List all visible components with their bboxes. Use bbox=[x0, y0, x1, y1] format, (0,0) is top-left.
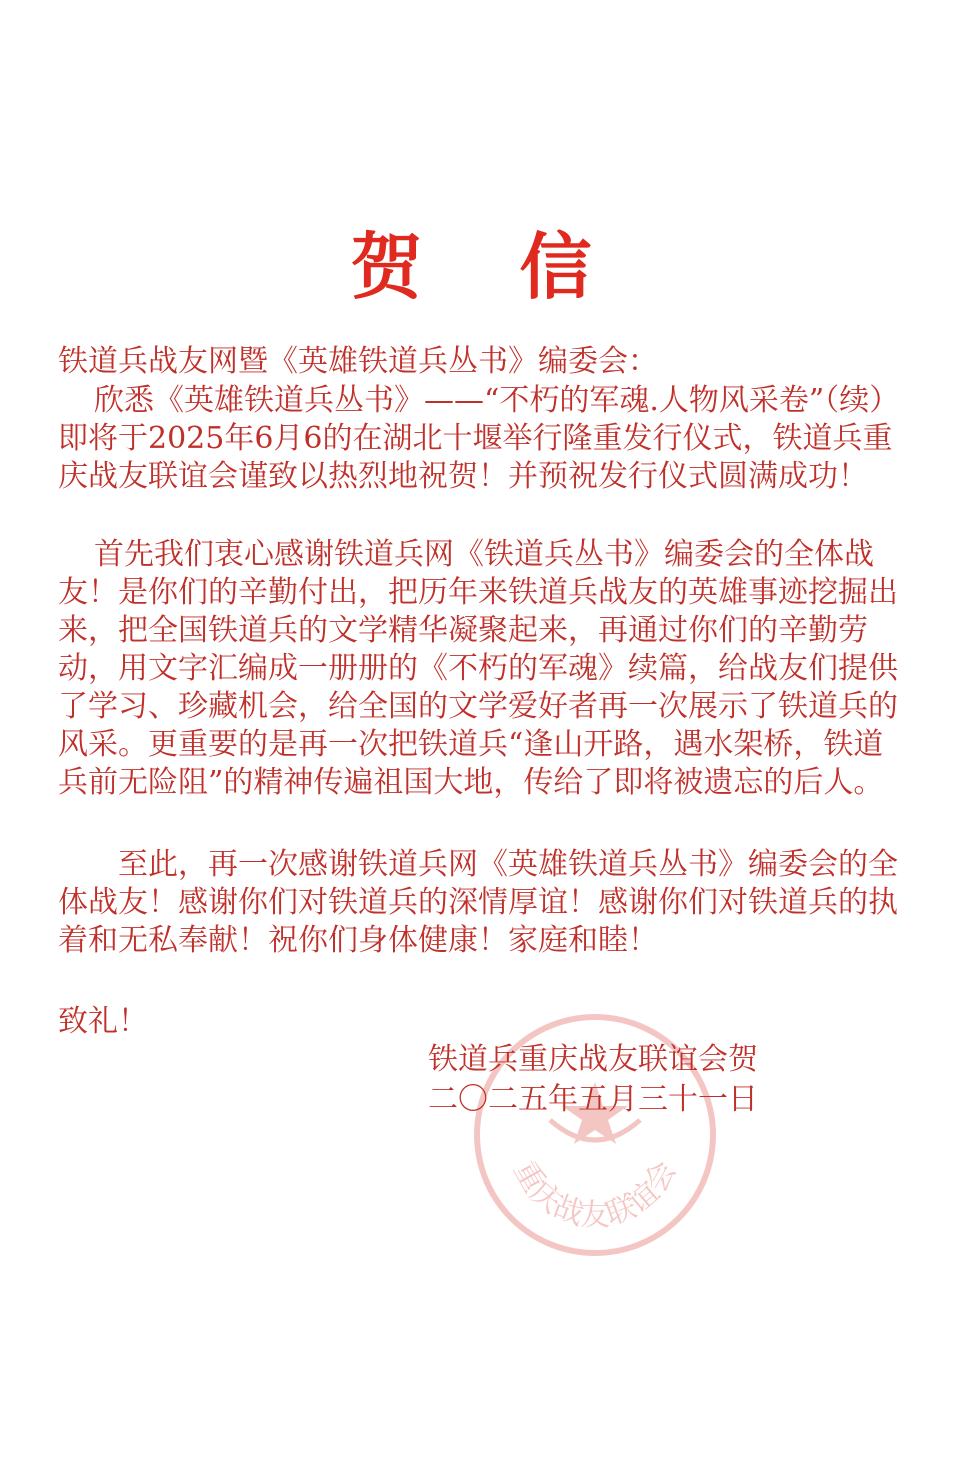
signature-block bbox=[428, 1040, 758, 1120]
salutation: 铁道兵战友网暨《英雄铁道兵丛书》编委会： bbox=[58, 344, 658, 379]
closing-salute: 致礼！ bbox=[58, 1004, 148, 1039]
paragraph-1: 欣悉《英雄铁道兵丛书》——“不朽的军魂.人物风采卷”（续）即将于2025年6月6的在湖北十堰举行隆重发行仪式，铁道兵重庆战友联谊会谨致以热烈地祝贺！并预祝发行仪式圆满成功！ bbox=[58, 383, 900, 494]
paragraph-2: 首先我们衷心感谢铁道兵网《铁道兵丛书》编委会的全体战友！是你们的辛勤付出，把历年来铁道兵战友的英雄事迹挖掘出来，把全国铁道兵的文学精华凝聚起来，再通过你们的辛勤劳动，用文字汇编成一册册的《不朽的军魂》续篇，给战友们提供了学习、珍藏机会，给全国的文学爱好者再一次展示了铁道兵的风采。更重要的是再一次把铁道兵“逢山开路，遇水架桥，铁道兵前无险阻”的精神传遍祖国大地，传给了即将被遗忘的后人。 bbox=[58, 537, 898, 800]
seal-text: 重庆战友联谊会 bbox=[506, 1155, 684, 1233]
signature-date: 二〇二五年五月三十一日 bbox=[428, 1082, 758, 1117]
letter-title: 贺 信 bbox=[350, 225, 628, 309]
svg-text:重庆战友联谊会 bbox=[506, 1155, 683, 1233]
signature-organization: 铁道兵重庆战友联谊会贺 bbox=[428, 1042, 758, 1077]
paragraph-3: 至此，再一次感谢铁道兵网《英雄铁道兵丛书》编委会的全体战友！感谢你们对铁道兵的深情厚谊！感谢你们对铁道兵的执着和无私奉献！祝你们身体健康！家庭和睦！ bbox=[58, 847, 898, 958]
